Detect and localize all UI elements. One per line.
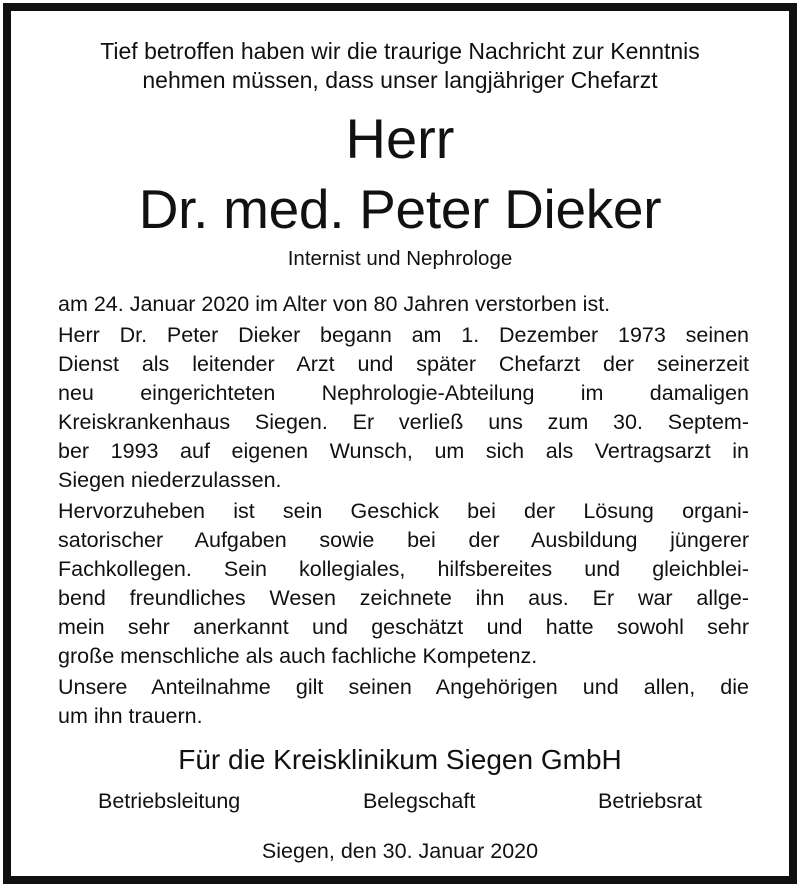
body-line: Siegen niederzulassen.: [58, 468, 282, 492]
body-line: um ihn trauern.: [58, 704, 203, 728]
body-line: Fachkollegen. Sein kollegiales, hilfsbereites und gleichblei-: [58, 557, 749, 581]
signatory-works-council: Betriebsrat: [598, 789, 702, 813]
signatory-staff: Belegschaft: [362, 789, 476, 813]
place-date: Siegen, den 30. Januar 2020: [261, 839, 539, 863]
paragraph-condolence: [58, 673, 749, 731]
intro-line: Tief betroffen haben wir die traurige Nachricht zur Kenntnis: [100, 38, 700, 64]
body-line: neu eingerichteten Nephrologie-Abteilung im damaligen: [58, 381, 749, 405]
signatory-management: Betriebsleitung: [98, 789, 241, 813]
intro-line: nehmen müssen, dass unser langjähriger Chefarzt: [142, 67, 658, 93]
paragraph-tribute: [58, 497, 749, 671]
salutation: Herr: [345, 107, 455, 170]
deceased-name: Dr. med. Peter Dieker: [138, 178, 662, 240]
body-line: ber 1993 auf eigenen Wunsch, um sich als Vertragsarzt in: [58, 439, 749, 463]
body-line: Unsere Anteilnahme gilt seinen Angehörigen und allen, die: [58, 675, 749, 699]
body-line: Hervorzuheben ist sein Geschick bei der Lösung organi-: [58, 499, 749, 523]
body-line: große menschliche als auch fachliche Kompetenz.: [58, 644, 538, 668]
body-line: am 24. Januar 2020 im Alter von 80 Jahren verstorben ist.: [58, 292, 611, 316]
body-line: Kreiskrankenhaus Siegen. Er verließ uns zum 30. Septem-: [58, 410, 749, 434]
profession: Internist und Nephrologe: [287, 247, 513, 270]
intro-text: [11, 37, 789, 95]
paragraph-death-date: [58, 290, 749, 319]
body-line: bend freundliches Wesen zeichnete ihn aus. Er war allge-: [58, 586, 749, 610]
body-line: Herr Dr. Peter Dieker begann am 1. Dezember 1973 seinen: [58, 323, 749, 347]
body-line: satorischer Aufgaben sowie bei der Ausbildung jüngerer: [58, 528, 749, 552]
obituary-notice: [3, 3, 797, 884]
signoff-organization: Für die Kreisklinikum Siegen GmbH: [178, 744, 622, 775]
body-line: mein sehr anerkannt und geschätzt und hatte sowohl sehr: [58, 615, 749, 639]
signatories: [98, 786, 702, 816]
paragraph-career: [58, 321, 749, 495]
body-line: Dienst als leitender Arzt und später Chefarzt der seinerzeit: [58, 352, 749, 376]
obituary-body: [58, 290, 749, 731]
